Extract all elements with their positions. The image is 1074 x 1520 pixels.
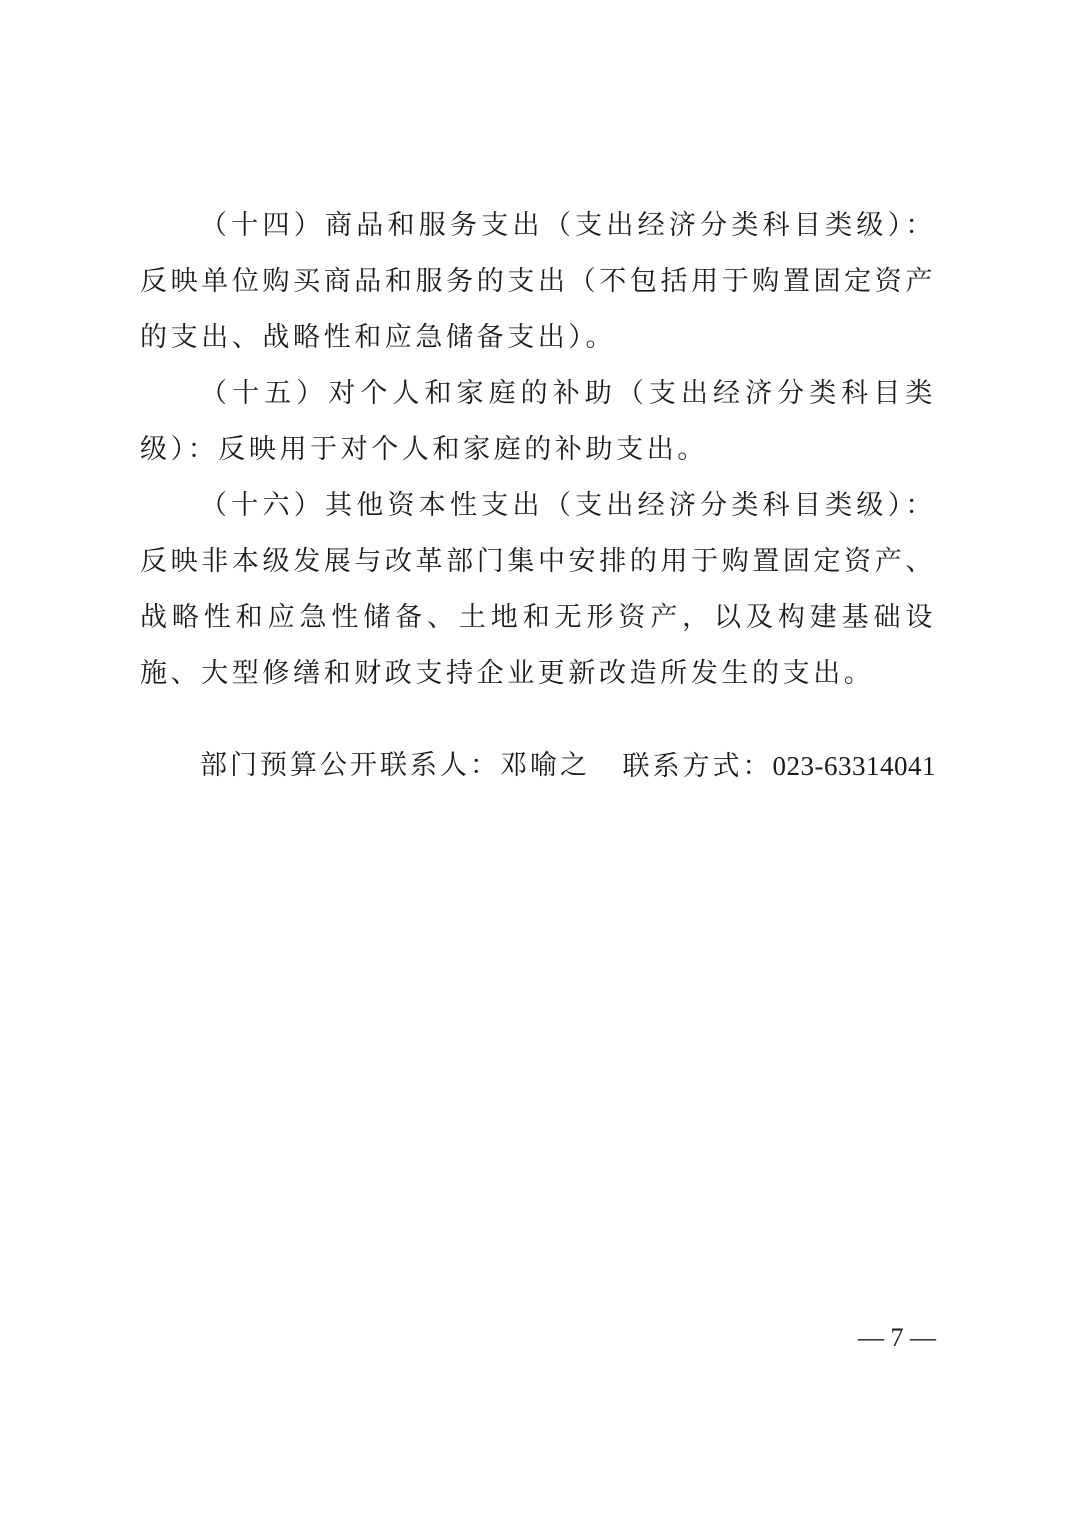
contact-person-label: 部门预算公开联系人： [200,750,500,781]
paragraph-household-subsidy: （十五）对个人和家庭的补助（支出经济分类科目类级）：反映用于对个人和家庭的补助支出。 [140,378,936,465]
paragraph-commodity-service-expenditure: （十四）商品和服务支出（支出经济分类科目类级）：反映单位购买商品和服务的支出（不包括用于购置固定资产的支出、战略性和应急储备支出）。 [140,210,936,353]
contact-phone-label: 联系方式： [622,751,773,782]
contact-person-name: 邓喻之 [500,750,590,781]
contact-phone-number: 023-63314041 [772,751,936,781]
page-number: — 7 — [858,1323,936,1352]
contact-phone [623,738,937,795]
contact-line [200,738,936,794]
contact-person [200,738,590,794]
paragraph-other-capital-expenditure: （十六）其他资本性支出（支出经济分类科目类级）：反映非本级发展与改革部门集中安排的用于购置固定资产、战略性和应急性储备、土地和无形资产，以及构建基础设施、大型修缮和财政支持企业更新改造所发生的支出。 [140,490,936,689]
document-body [140,198,936,702]
